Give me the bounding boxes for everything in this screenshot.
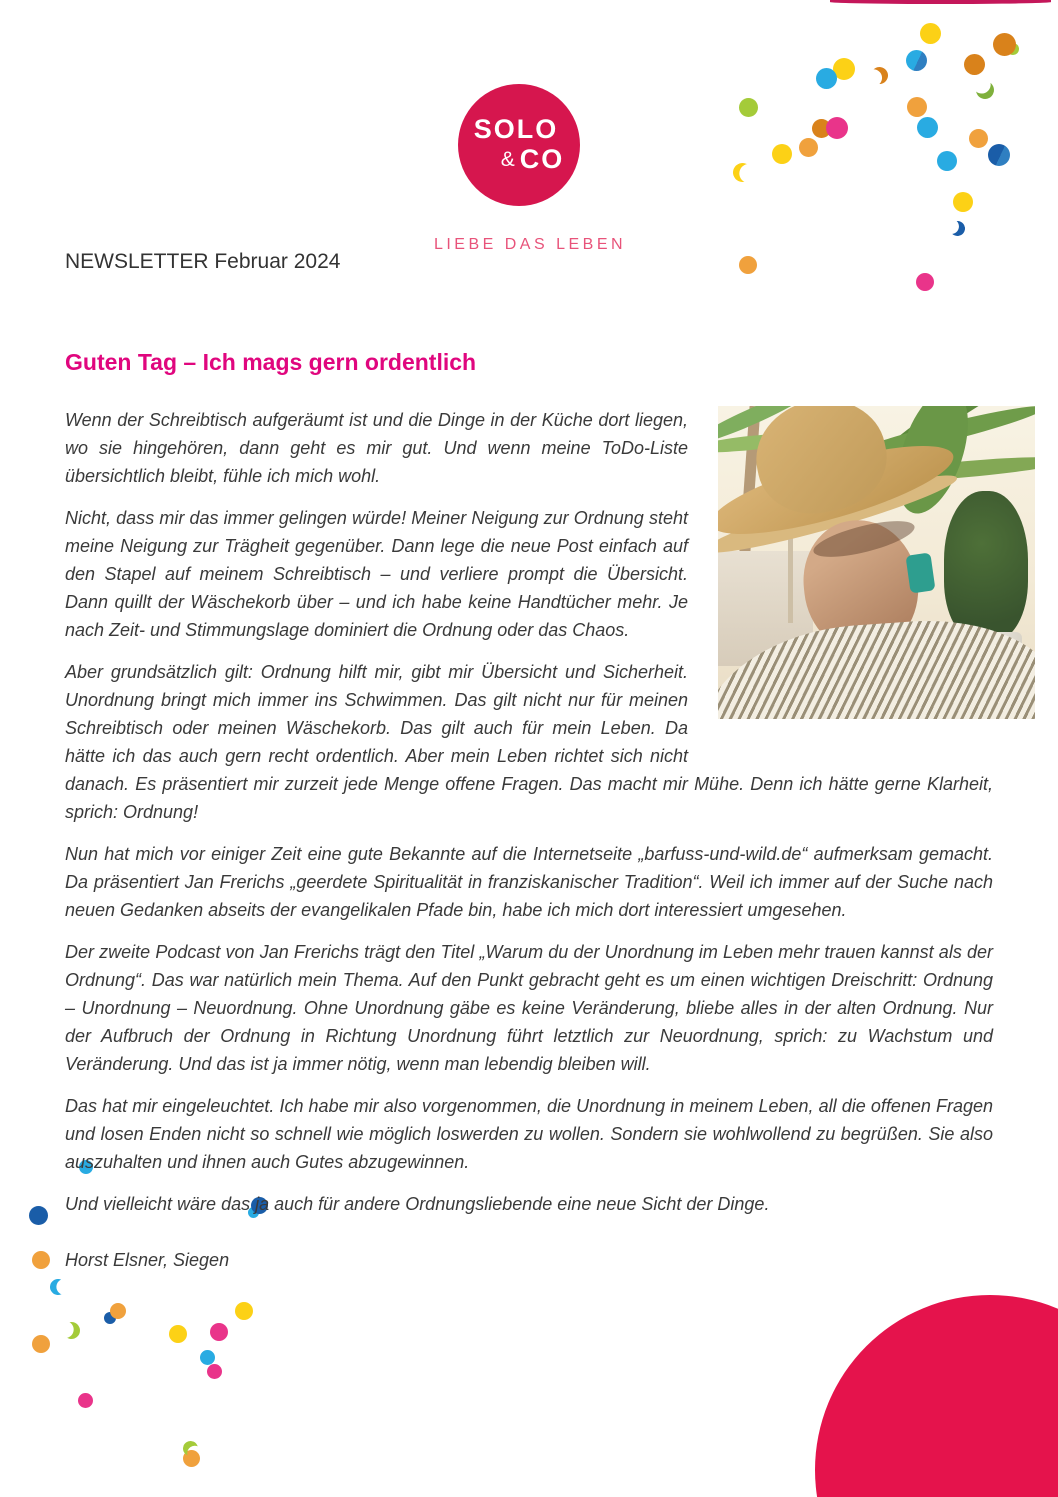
confetti-dot [207, 1364, 222, 1379]
article-paragraph: Der zweite Podcast von Jan Frerichs trägt den Titel „Warum du der Unordnung im Leben mehr trauen kannst als der Ordnung“. Das war natürlich mein Thema. Auf den Punkt gebracht geht es um einen wichtigen Dreischritt: Ordnung – Unordnung – Neuordnung. Ohne Unordnung gäbe es keine Veränderung, bliebe alles in der alten Ordnung. Nur der Aufbruch der Ordnung in Richtung Unordnung führt letztlich zur Neuordnung, sprich: zu Wachstum und Veränderung. Und das ist ja immer nötig, wenn man lebendig bleiben will. [65, 942, 993, 1074]
article-paragraph: Und vielleicht wäre das ja auch für andere Ordnungsliebende eine neue Sicht der Dinge. [65, 1194, 770, 1214]
confetti-dot [78, 1393, 93, 1408]
bottom-red-circle-decor [815, 1295, 1058, 1497]
top-red-arc-decor [830, 0, 1051, 4]
confetti-dot [969, 129, 988, 148]
logo-tagline: LIEBE DAS LEBEN [433, 236, 627, 253]
confetti-dot [772, 144, 792, 164]
confetti-dot [988, 144, 1010, 166]
solo-co-logo [458, 84, 580, 206]
confetti-dot [200, 1350, 215, 1365]
article-heading: Guten Tag – Ich mags gern ordentlich [65, 349, 477, 375]
article-paragraph: Nicht, dass mir das immer gelingen würde! Meiner Neigung zur Ordnung steht meine Neigung zur Trägheit gegenüber. Dann lege die neue Post einfach auf den Stapel auf meinem Schreibtisch – und verliere prompt die Übersicht. Dann quillt der Wäschekorb über – und ich habe keine Handtücher mehr. Je nach Zeit- und Stimmungslage dominiert die Ordnung oder das Chaos. [65, 508, 688, 640]
confetti-dot [993, 33, 1016, 56]
logo-word-co: CO [519, 144, 565, 174]
confetti-dot [826, 117, 848, 139]
confetti-crescent [867, 63, 890, 86]
confetti-dot [799, 138, 818, 157]
article [65, 348, 993, 1288]
confetti-dot [110, 1303, 126, 1319]
photo-man-with-straw-hat [718, 406, 1035, 719]
confetti-dot [953, 192, 973, 212]
confetti-dot [920, 23, 941, 44]
potted-plant [944, 491, 1028, 641]
confetti-dot [906, 50, 927, 71]
confetti-dot [937, 151, 957, 171]
confetti-dot [210, 1323, 228, 1341]
confetti-crescent [947, 218, 966, 237]
confetti-dot [235, 1302, 253, 1320]
signature: Horst Elsner, Siegen [65, 1250, 230, 1270]
article-paragraph: Wenn der Schreibtisch aufgeräumt ist und die Dinge in der Küche dort liegen, wo sie hingehören, dann geht es mir gut. Und wenn meine ToDo-Liste übersichtlich bleibt, fühle ich mich wohl. [65, 410, 688, 486]
logo-word-solo: SOLO [473, 114, 559, 145]
confetti-crescent [729, 159, 755, 185]
logo-ampersand: & [500, 148, 517, 172]
confetti-dot [816, 68, 837, 89]
confetti-dot [739, 256, 757, 274]
confetti-dot [32, 1251, 50, 1269]
article-paragraph: Nun hat mich vor einiger Zeit eine gute Bekannte auf die Internetseite „barfuss-und-wild.de“ aufmerksam gemacht. Da präsentiert Jan Frerichs „geerdete Spiritualität in franziskanischer Tradition“. Weil ich immer auf der Suche nach neuen Gedanken abseits der evangelikalen Pfade bin, habe ich mich dort interessiert umgesehen. [65, 844, 993, 920]
confetti-dot [964, 54, 985, 75]
confetti-crescent [59, 1318, 82, 1341]
confetti-dot [169, 1325, 187, 1343]
confetti-dot [29, 1206, 48, 1225]
confetti-dot [32, 1335, 50, 1353]
article-paragraph: Aber grundsätzlich gilt: Ordnung hilft mir, gibt mir Übersicht und Sicherheit. Unordnung bringt mich immer ins Schwimmen. Das gilt nicht nur für meinen Schreibtisch oder meinen Wäschekorb. Das gilt auch für mein Leben. Da hätte ich das auch gern recht ordentlich. Aber mein Leben richtet sich nicht danach. Es präsentiert mir zurzeit jede Menge offene Fragen. Das macht mir Mühe. Denn ich hätte gerne Klarheit, sprich: Ordnung! [65, 662, 993, 822]
article-paragraph: Das hat mir eingeleuchtet. Ich habe mir also vorgenommen, die Unordnung in meinem Leben, all die offenen Fragen und losen Enden nicht so schnell wie möglich loswerden zu wollen. Sondern sie wohlwollend zu begrüßen. Sie also auszuhalten und ihnen auch Gutes abzugewinnen. [65, 1096, 993, 1172]
confetti-dot [917, 117, 938, 138]
newsletter-title: NEWSLETTER Februar 2024 [65, 250, 341, 273]
confetti-crescent [973, 78, 996, 101]
confetti-dot [907, 97, 927, 117]
teal-detail [905, 552, 935, 593]
confetti-dot [739, 98, 758, 117]
confetti-dot [92, 1303, 111, 1322]
confetti-dot [916, 273, 934, 291]
